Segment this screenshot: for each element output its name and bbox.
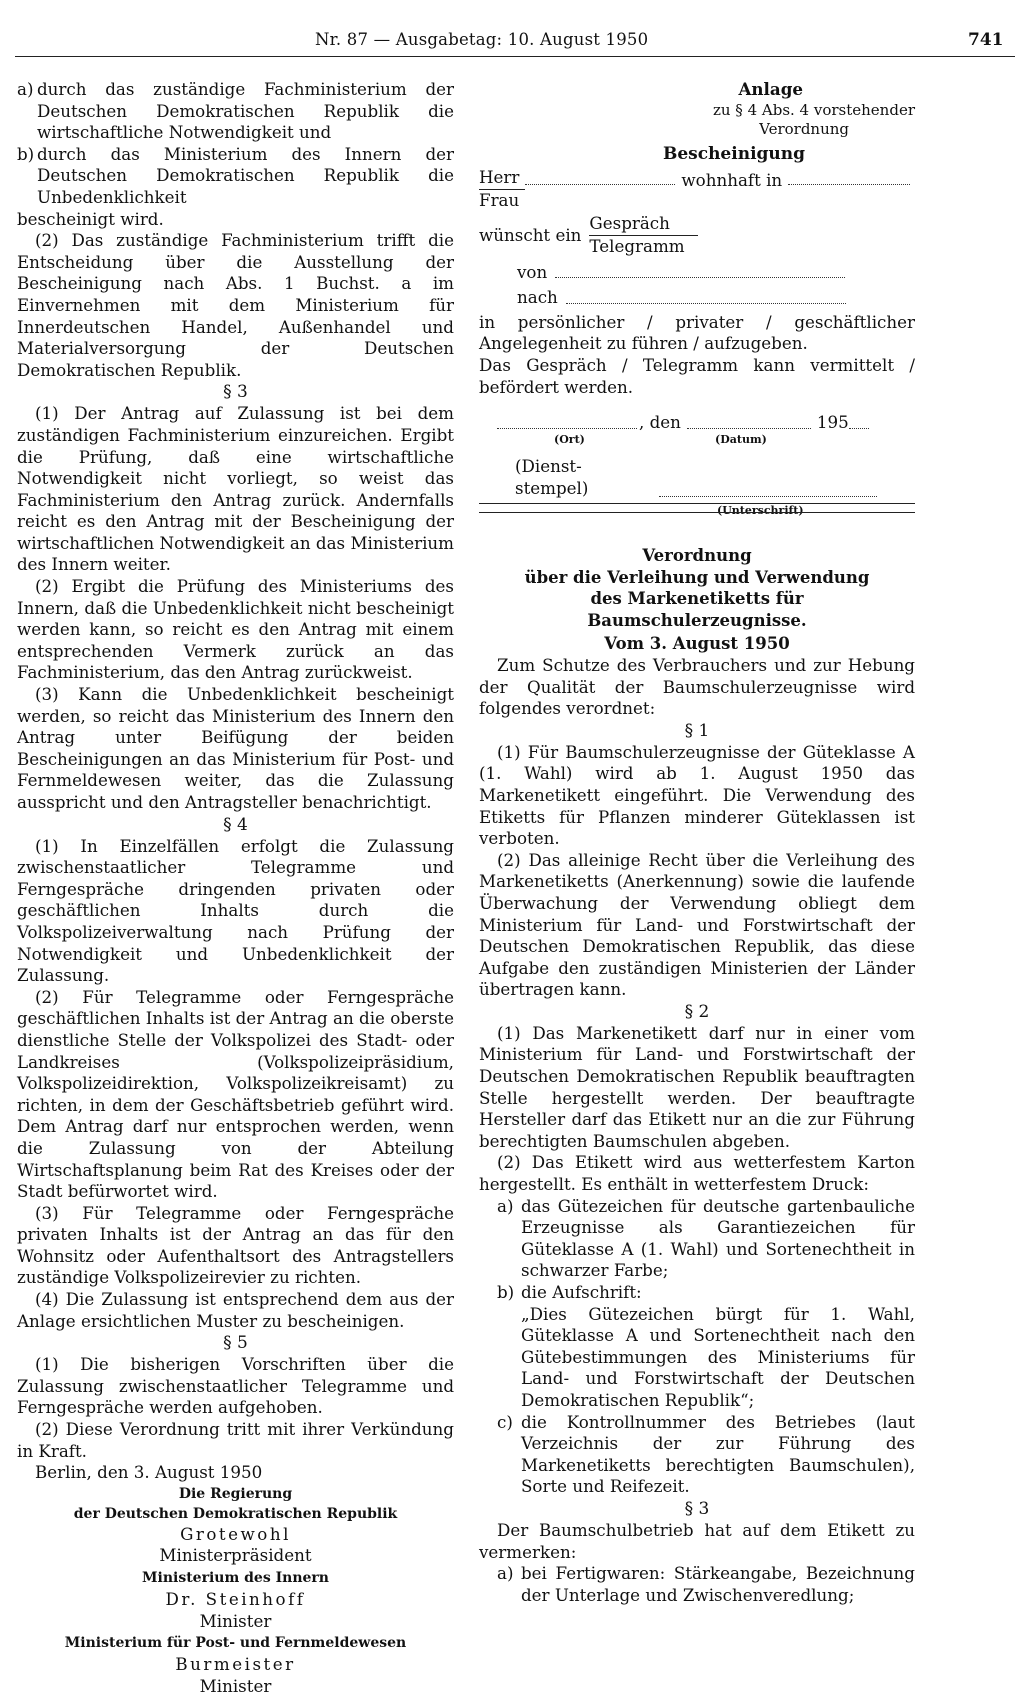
signatory-title: Minister	[199, 1675, 272, 1696]
form-line-type	[479, 213, 915, 257]
paragraph: (2) Diese Verordnung tritt mit ihrer Verkündung in Kraft.	[17, 1419, 454, 1461]
list-item-b	[17, 144, 454, 209]
paragraph: (2) Ergibt die Prüfung des Ministeriums des Innern, daß die Unbedenklichkeit nicht bescheinigt werden kann, so reicht es den Antrag mit einem entsprechenden Vermerk zurück an das Fachministerium, das den Antrag zurückweist.	[17, 576, 454, 683]
datum-blank	[687, 414, 811, 429]
paragraph: (3) Für Telegramme oder Ferngespräche privaten Inhalts ist der Antrag an das für den Wohnsitz oder Aufenthaltsort des Antragstellers zuständige Volkspolizeirevier zu richten.	[17, 1202, 454, 1288]
anlage-reference: Verordnung	[759, 119, 849, 138]
signatory-title: Ministerpräsident	[159, 1545, 312, 1566]
anlage-title: Anlage	[738, 79, 803, 99]
item-label: a)	[17, 79, 34, 99]
anlage-reference: zu § 4 Abs. 4 vorstehender	[712, 100, 915, 119]
anlage-bottom-rule-2	[479, 512, 915, 513]
salutation-choice	[479, 167, 525, 211]
verordnung-title: über die Verleihung und Verwendung	[524, 567, 870, 587]
signatory-name: Burmeister	[175, 1654, 296, 1675]
caption-row	[497, 434, 915, 448]
item-label: a)	[497, 1195, 514, 1216]
type-gespraech: Gespräch	[589, 213, 697, 236]
place-date: Berlin, den 3. August 1950	[35, 1462, 263, 1483]
ort-blank	[497, 414, 637, 429]
verordnung-column	[479, 545, 915, 1606]
form-heading: Bescheinigung	[662, 143, 806, 164]
name-blank	[525, 170, 675, 185]
item-text: bei Fertigwaren: Stärkeangabe, Bezeichnung der Unterlage und Zwischenveredlung;	[521, 1563, 915, 1605]
paragraph: bescheinigt wird.	[17, 208, 164, 229]
list-item-b	[479, 1282, 915, 1412]
paragraph: (1) Die bisherigen Vorschriften über die Zulassung zwischenstaatlicher Telegramme und Ferngespräche werden aufgehoben.	[17, 1354, 454, 1418]
quote-text: „Dies Gütezeichen bürgt für 1. Wahl, Güteklasse A und Sortenechtheit nach den Gütebestimmungen des Ministeriums für Land- und Forstwirtschaft der Deutschen Demokratischen Republik“;	[521, 1303, 915, 1410]
paragraph: (1) Der Antrag auf Zulassung ist bei dem zuständigen Fachministerium einzureichen. Ergibt die Prüfung, daß eine wirtschaftliche Notwendigkeit nicht vorliegt, so weist das Fachministerium den Antrag zurück. Andernfalls reicht es den Antrag mit der Bescheinigung der wirtschaftlichen Notwendigkeit an das Ministerium des Innern weiter.	[17, 403, 454, 575]
paragraph: Der Baumschulbetrieb hat auf dem Etikett zu vermerken:	[479, 1519, 915, 1562]
wohnhaft-label: wohnhaft in	[681, 169, 783, 190]
ministry-name: Ministerium des Innern	[142, 1570, 329, 1586]
item-text: durch das Ministerium des Innern der Deutschen Demokratischen Republik die Unbedenklichkeit	[37, 143, 454, 207]
item-text: das Gütezeichen für deutsche gartenbauliche Erzeugnisse als Garantiezeichen für Güteklasse A (1. Wahl) und Sortenechtheit in schwarzer Farbe;	[521, 1195, 915, 1281]
page-header	[0, 30, 1024, 60]
page-number: 741	[968, 30, 1004, 50]
form-date-row	[479, 412, 915, 448]
ministry-name: Ministerium für Post- und Fernmeldewesen	[64, 1635, 407, 1652]
paragraph: (4) Die Zulassung ist entsprechend dem aus der Anlage ersichtlichen Muster zu bescheinigen.	[17, 1289, 454, 1331]
salutation-frau: Frau	[479, 189, 520, 210]
left-column	[17, 79, 454, 1697]
paragraph: (2) Für Telegramme oder Ferngespräche geschäftlichen Inhalts ist der Antrag an die oberste dienstliche Stelle der Volkspolizei des Stadt- oder Landkreises (Volkspolizeipräsidium, Volkspolizeidirektion, Volkspolizeikreisamt) zu richten, in dem der Geschäftsbetrieb geführt wird. Dem Antrag darf nur entsprochen werden, wenn die Zulassung von der Abteilung Wirtschaftsplanung beim Rat des Kreises oder der Stadt befürwortet wird.	[17, 986, 454, 1202]
form-salutation	[479, 167, 915, 309]
year-label: 195	[816, 412, 849, 433]
section-heading: § 3	[223, 382, 248, 403]
government-line-2: der Deutschen Demokratischen Republik	[73, 1505, 398, 1522]
section-heading: § 4	[223, 814, 248, 835]
issue-line: Nr. 87 — Ausgabetag: 10. August 1950	[315, 30, 649, 49]
unterschrift-caption: (Unterschrift)	[717, 503, 804, 517]
signatory-name: Grotewohl	[180, 1523, 291, 1544]
paragraph: Zum Schutze des Verbrauchers und zur Hebung der Qualität der Baumschulerzeugnisse wird folgendes verordnet:	[479, 654, 915, 719]
nach-label: nach	[517, 287, 558, 308]
paragraph: (2) Das Etikett wird aus wetterfestem Karton hergestellt. Es enthält in wetterfestem Druck:	[479, 1152, 915, 1195]
signatory-title: Minister	[199, 1610, 272, 1631]
datum-caption: (Datum)	[715, 432, 767, 446]
paragraph: (2) Das alleinige Recht über die Verleihung des Markenetiketts (Anerkennung) sowie die laufende Überwachung der Verwendung obliegt dem Ministerium für Land- und Forstwirtschaft der Deutschen Demokratischen Republik, das diese Aufgabe den zuständigen Ministerien der Länder übertragen kann.	[479, 849, 915, 1000]
item-label: c)	[497, 1411, 513, 1432]
form-text: Das Gespräch / Telegramm kann vermittelt / befördert werden.	[479, 354, 915, 397]
nach-blank	[566, 289, 846, 304]
ort-datum-line	[497, 412, 915, 434]
right-column	[479, 79, 915, 522]
item-text: durch das zuständige Fachministerium der Deutschen Demokratischen Republik die wirtschaftliche Notwendigkeit und	[37, 79, 454, 143]
dienst-label: stempel)	[515, 477, 589, 498]
verordnung-date: Vom 3. August 1950	[604, 634, 790, 654]
dienst-label: (Dienst-	[515, 455, 582, 476]
government-line-1: Die Regierung	[178, 1485, 293, 1502]
item-text	[521, 1282, 915, 1412]
ort-caption: (Ort)	[554, 432, 585, 446]
item-label: b)	[497, 1282, 515, 1302]
von-blank	[555, 263, 845, 278]
list-item-a	[479, 1196, 915, 1282]
header-rule	[15, 56, 1015, 57]
section-heading: § 1	[684, 720, 710, 741]
form-text: in persönlicher / privater / geschäftlicher Angelegenheit zu führen / aufzugeben.	[479, 311, 915, 354]
den-label: , den	[639, 412, 681, 433]
paragraph: (2) Das zuständige Fachministerium trifft die Entscheidung über die Ausstellung der Bescheinigung nach Abs. 1 Buchst. a im Einvernehmen mit dem Ministerium für Innerdeutschen Handel, Außenhandel und Materialversorgung der Deutschen Demokratischen Republik.	[17, 230, 454, 380]
list-item-a	[17, 79, 454, 144]
wuenscht-label: wünscht ein	[479, 224, 582, 245]
item-text: die Kontrollnummer des Betriebes (laut Verzeichnis der zur Führung des Markenetiketts berechtigten Baumschulen), Sorte und Reifezeit.	[521, 1411, 915, 1497]
list-item-c	[479, 1412, 915, 1498]
residence-blank	[788, 170, 910, 185]
type-choice	[589, 213, 697, 257]
verordnung-title: des Markenetiketts für Baumschulerzeugnisse.	[587, 589, 807, 630]
item-label: a)	[497, 1563, 514, 1584]
form-line-name	[479, 167, 915, 211]
type-telegramm: Telegramm	[589, 235, 685, 256]
item-label: b)	[17, 143, 35, 164]
year-blank	[849, 414, 869, 429]
section-heading: § 3	[684, 1498, 710, 1519]
form-line-von	[479, 262, 915, 284]
paragraph: (1) Das Markenetikett darf nur in einer vom Ministerium für Land- und Forstwirtschaft der Deutschen Demokratischen Republik beauftragten Stelle hergestellt werden. Der beauftragte Hersteller darf das Etikett nur an die zur Führung berechtigten Baumschulen abgeben.	[479, 1022, 915, 1151]
salutation-herr: Herr	[479, 167, 525, 190]
list-item-a	[479, 1563, 915, 1606]
verordnung-title: Verordnung	[642, 546, 752, 565]
signature-blank	[659, 482, 877, 497]
von-label: von	[517, 261, 548, 282]
paragraph: (3) Kann die Unbedenklichkeit bescheinigt werden, so reicht das Ministerium des Innern den Antrag unter Beifügung der beiden Bescheinigungen an das Ministerium für Post- und Fernmeldewesen weiter, das die Zulassung ausspricht und den Antragsteller benachrichtigt.	[17, 684, 454, 812]
section-heading: § 2	[684, 1001, 710, 1022]
signatory-name: Dr. Steinhoff	[165, 1589, 306, 1609]
paragraph: (1) Für Baumschulerzeugnisse der Güteklasse A (1. Wahl) wird ab 1. August 1950 das Markenetikett eingeführt. Die Verwendung des Etiketts für Pflanzen minderer Güteklassen ist verboten.	[479, 741, 915, 849]
anlage-bottom-rule	[479, 503, 915, 504]
item-text-lead: die Aufschrift:	[521, 1282, 642, 1302]
paragraph: (1) In Einzelfällen erfolgt die Zulassung zwischenstaatlicher Telegramme und Ferngespräche dringenden privaten oder geschäftlichen Inhalts durch die Volkspolizeiverwaltung nach Prüfung der Notwendigkeit und Unbedenklichkeit der Zulassung.	[17, 835, 454, 986]
form-line-nach	[479, 287, 915, 309]
section-heading: § 5	[223, 1333, 248, 1354]
